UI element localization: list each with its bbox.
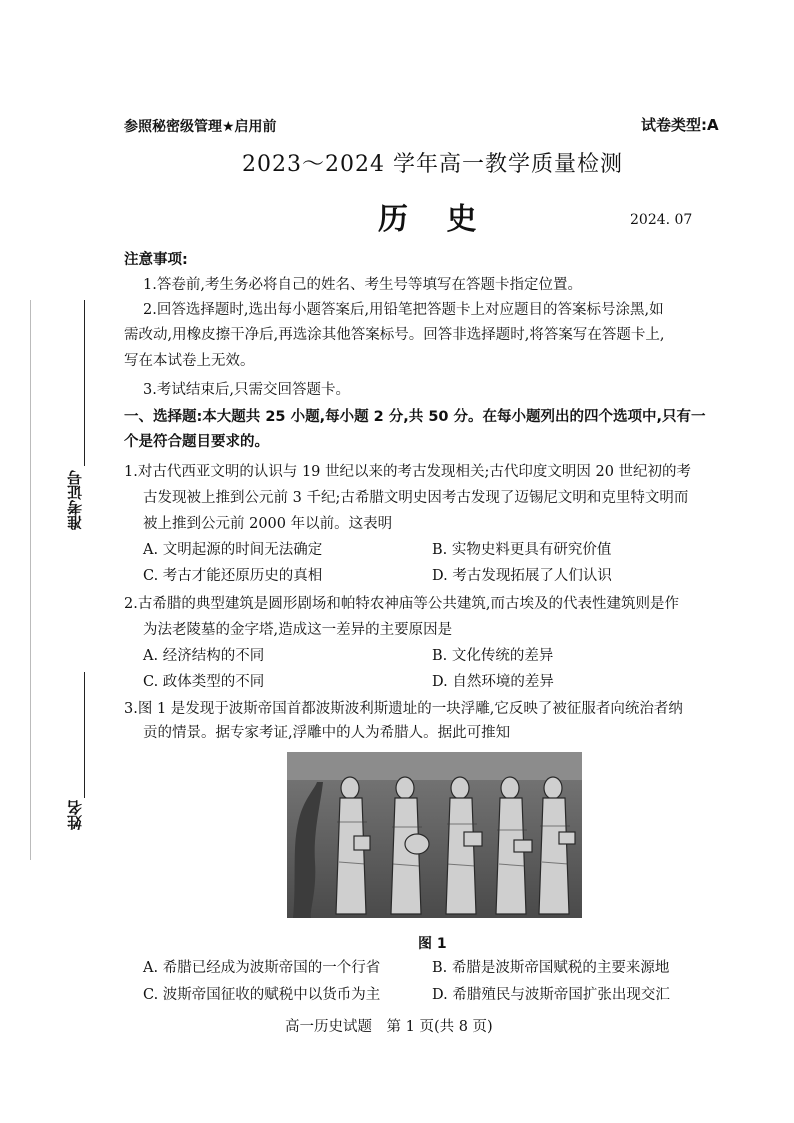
- notice-item: 写在本试卷上无效。: [124, 353, 255, 369]
- paper-type-label: 试卷类型:A: [641, 116, 719, 134]
- name-label: 姓名: [66, 800, 84, 830]
- question-2-text: 为法老陵墓的金字塔,造成这一差异的主要原因是: [143, 622, 453, 638]
- section-heading-cont: 个是符合题目要求的。: [124, 434, 269, 450]
- question-3-option-a: A. 希腊已经成为波斯帝国的一个行省: [143, 960, 381, 976]
- question-1-option-b: B. 实物史料更具有研究价值: [432, 542, 612, 558]
- question-3-text: 3.图 1 是发现于波斯帝国首都波斯波利斯遗址的一块浮雕,它反映了被征服者向统治者纳: [124, 701, 683, 717]
- question-2-option-c: C. 政体类型的不同: [143, 674, 265, 690]
- question-3-option-b: B. 希腊是波斯帝国赋税的主要来源地: [432, 960, 670, 976]
- notice-item: 3.考试结束后,只需交回答题卡。: [143, 382, 350, 398]
- notice-item: 需改动,用橡皮擦干净后,再选涂其他答案标号。回答非选择题时,将答案写在答题卡上,: [124, 327, 665, 343]
- question-3-option-c: C. 波斯帝国征收的赋税中以货币为主: [143, 987, 381, 1003]
- question-2-option-b: B. 文化传统的差异: [432, 648, 554, 664]
- question-2-option-d: D. 自然环境的差异: [432, 674, 554, 690]
- notice-heading: 注意事项:: [124, 252, 188, 268]
- binding-line: [30, 300, 31, 860]
- question-2-option-a: A. 经济结构的不同: [143, 648, 265, 664]
- exam-number-line: [84, 300, 85, 466]
- figure-caption: 图 1: [418, 936, 447, 952]
- page-footer: 高一历史试题 第 1 页(共 8 页): [285, 1019, 493, 1035]
- notice-item: 2.回答选择题时,选出每小题答案后,用铅笔把答题卡上对应题目的答案标号涂黑,如: [143, 302, 664, 318]
- exam-date: 2024. 07: [630, 212, 693, 228]
- exam-title: 2023～2024 学年高一教学质量检测: [242, 152, 623, 177]
- question-3-option-d: D. 希腊殖民与波斯帝国扩张出现交汇: [432, 987, 670, 1003]
- relief-image: [287, 752, 582, 918]
- confidential-label: 参照秘密级管理★启用前: [124, 119, 277, 135]
- notice-item: 1.答卷前,考生务必将自己的姓名、考生号等填写在答题卡指定位置。: [143, 277, 582, 293]
- name-line: [84, 672, 85, 798]
- question-3-text: 贡的情景。据专家考证,浮雕中的人为希腊人。据此可推知: [143, 725, 511, 741]
- question-1-text: 1.对古代西亚文明的认识与 19 世纪以来的考古发现相关;古代印度文明因 20 世纪初的考: [124, 464, 692, 480]
- question-1-option-a: A. 文明起源的时间无法确定: [143, 542, 323, 558]
- subject-title: 历 史: [378, 202, 477, 237]
- exam-number-label: 准考证号: [66, 470, 84, 530]
- question-1-text: 被上推到公元前 2000 年以前。这表明: [143, 516, 393, 532]
- section-heading: 一、选择题:本大题共 25 小题,每小题 2 分,共 50 分。在每小题列出的四个选项中,只有一: [124, 409, 706, 425]
- question-1-text: 古发现被上推到公元前 3 千纪;古希腊文明史因考古发现了迈锡尼文明和克里特文明而: [143, 490, 689, 506]
- question-1-option-d: D. 考古发现拓展了人们认识: [432, 568, 612, 584]
- relief-svg: [287, 752, 582, 918]
- question-2-text: 2.古希腊的典型建筑是圆形剧场和帕特农神庙等公共建筑,而古埃及的代表性建筑则是作: [124, 596, 679, 612]
- question-1-option-c: C. 考古才能还原历史的真相: [143, 568, 323, 584]
